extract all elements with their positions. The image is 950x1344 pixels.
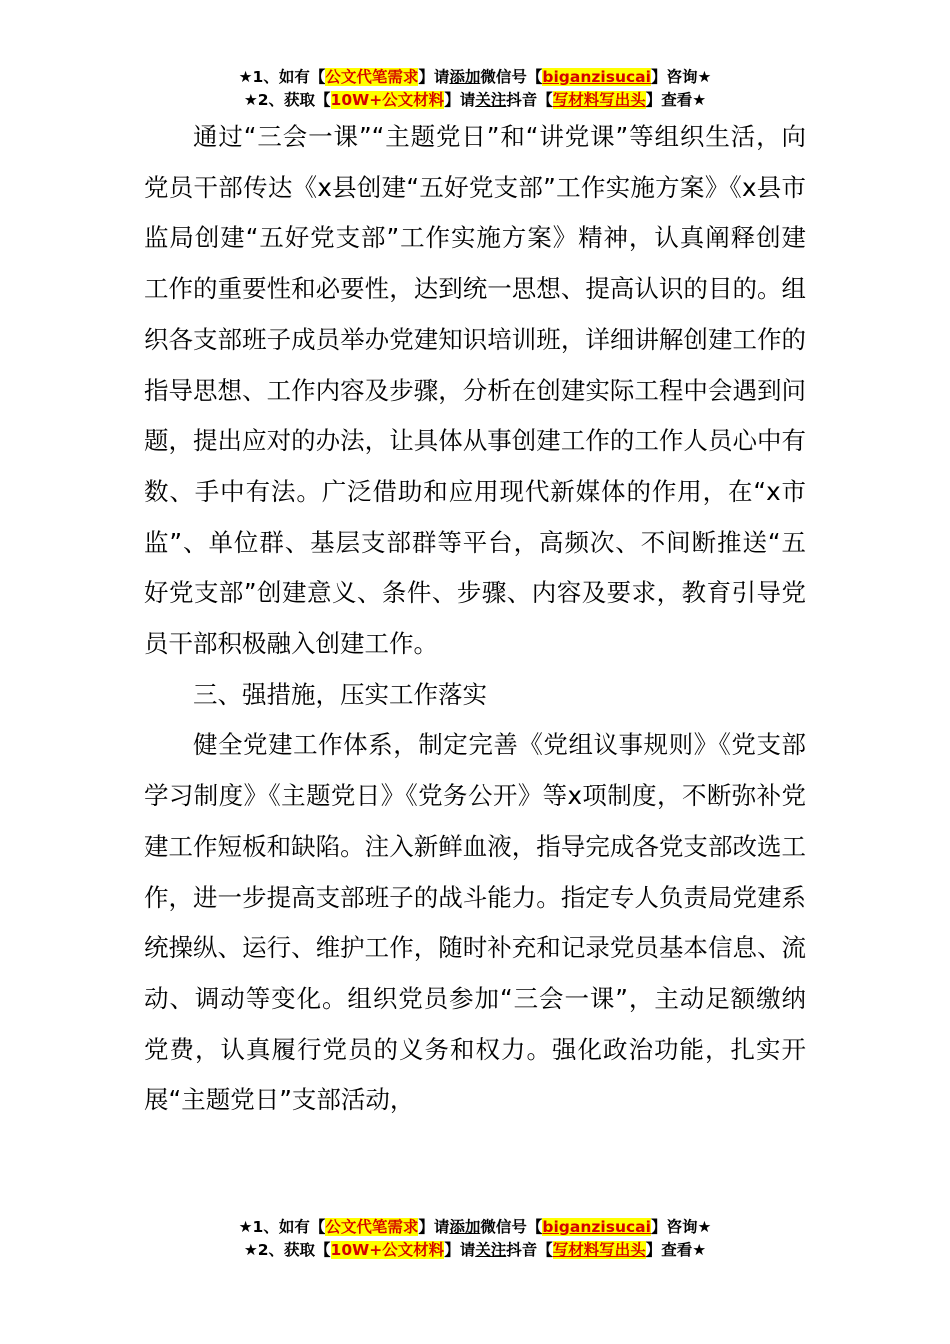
promo-highlight: 公文代笔需求 — [325, 1218, 419, 1236]
promo-text: 】咨询★ — [650, 68, 712, 86]
promo-underlined-text: 添加 — [449, 1218, 481, 1236]
promo-highlight: 公文代笔需求 — [325, 68, 419, 86]
footer-promo-banner — [0, 1216, 950, 1262]
body-paragraph: 健全党建工作体系，制定完善《党组议事规则》《党支部学习制度》《主题党日》《党务公开》等x项制度，不断弥补党建工作短板和缺陷。注入新鲜血液，指导完成各党支部改选工作，进一步提高支部班子的战斗能力。指定专人负责局党建系统操纵、运行、维护工作，随时补充和记录党员基本信息、流动、调动等变化。组织党员参加“三会一课”，主动足额缴纳党费，认真履行党员的义务和权力。强化政治功能，扎实开展“主题党日”支部活动， — [144, 730, 806, 1115]
promo-text: 】请 — [444, 91, 476, 109]
promo-text: ★1、如有【 — [238, 1218, 326, 1236]
promo-underlined-text: 关注 — [475, 91, 507, 109]
promo-text: 抖音【 — [506, 1241, 553, 1259]
promo-text: 抖音【 — [506, 91, 553, 109]
promo-underlined-text: 关注 — [475, 1241, 507, 1259]
body-paragraph: 通过“三会一课”“主题党日”和“讲党课”等组织生活，向党员干部传达《x县创建“五好党支部”工作实施方案》《x县市监局创建“五好党支部”工作实施方案》精神，认真阐释创建工作的重要性和必要性，达到统一思想、提高认识的目的。组织各支部班子成员举办党建知识培训班，详细讲解创建工作的指导思想、工作内容及步骤，分析在创建实际工程中会遇到问题，提出应对的办法，让具体从事创建工作的工作人员心中有数、手中有法。广泛借助和应用现代新媒体的作用，在“x市监”、单位群、基层支部群等平台，高频次、不间断推送“五好党支部”创建意义、条件、步骤、内容及要求，教育引导党员干部积极融入创建工作。 — [144, 122, 806, 659]
promo-line-1 — [0, 66, 950, 89]
promo-text: 微信号【 — [480, 1218, 543, 1236]
douyin-account-link[interactable]: 写材料写出头 — [552, 91, 646, 109]
promo-text: 】请 — [418, 1218, 450, 1236]
promo-text: ★2、获取【 — [243, 1241, 331, 1259]
wechat-id-link[interactable]: biganzisucai — [542, 1218, 651, 1236]
promo-text: 】查看★ — [645, 1241, 707, 1259]
promo-text: 微信号【 — [480, 68, 543, 86]
promo-line-1 — [0, 1216, 950, 1239]
promo-text: ★1、如有【 — [238, 68, 326, 86]
promo-text: 】查看★ — [645, 91, 707, 109]
promo-text: 】咨询★ — [650, 1218, 712, 1236]
section-heading: 三、强措施，压实工作落实 — [193, 679, 487, 709]
document-body — [144, 112, 806, 1126]
promo-underlined-text: 添加 — [449, 68, 481, 86]
promo-text: ★2、获取【 — [243, 91, 331, 109]
douyin-account-link[interactable]: 写材料写出头 — [552, 1241, 646, 1259]
promo-text: 】请 — [444, 1241, 476, 1259]
wechat-id-link[interactable]: biganzisucai — [542, 68, 651, 86]
promo-highlight: 10W+公文材料 — [330, 91, 445, 109]
header-promo-banner — [0, 66, 950, 112]
promo-text: 】请 — [418, 68, 450, 86]
promo-highlight: 10W+公文材料 — [330, 1241, 445, 1259]
promo-line-2 — [0, 1239, 950, 1262]
promo-line-2 — [0, 89, 950, 112]
